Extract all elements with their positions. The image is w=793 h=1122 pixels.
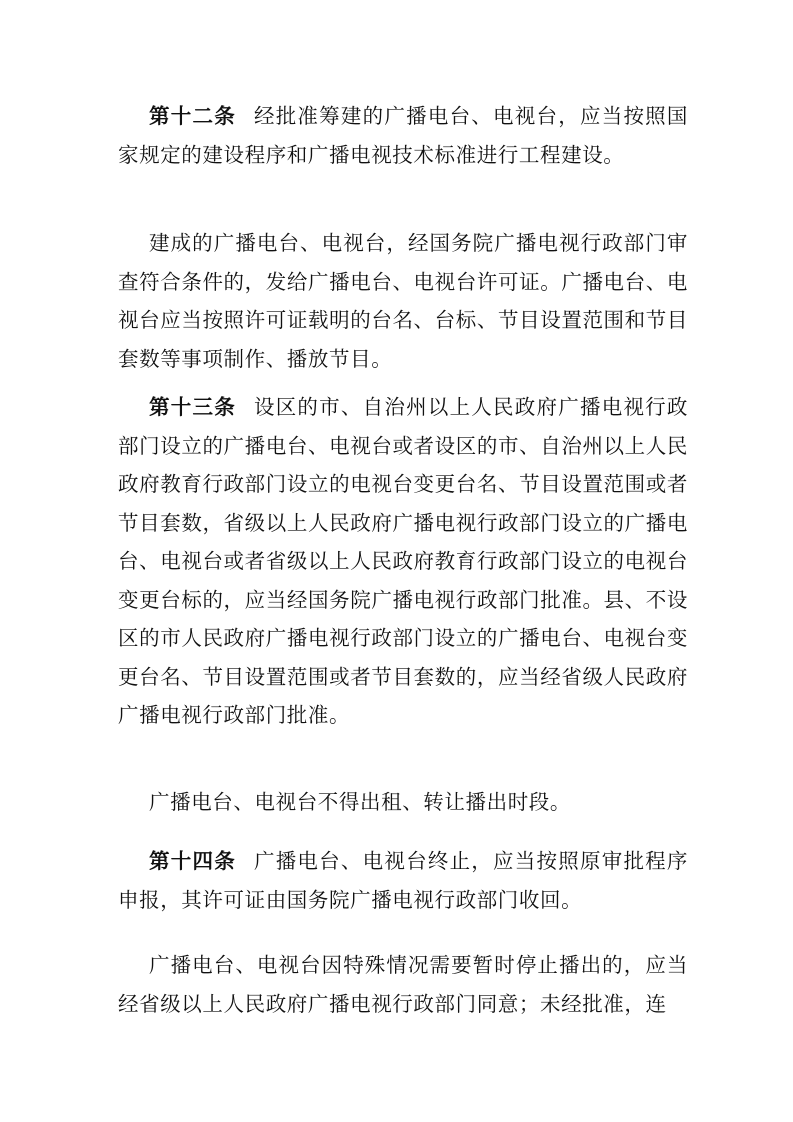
article-number: 第十四条 xyxy=(149,849,236,873)
paragraph-text: 广播电台、电视台终止，应当按照原审批程序申报，其许可证由国务院广播电视行政部门收回。 xyxy=(118,849,689,912)
paragraph-text: 建成的广播电台、电视台，经国务院广播电视行政部门审查符合条件的，发给广播电台、电视台许可证。广播电台、电视台应当按照许可证载明的台名、台标、节目设置范围和节目套数等事项制作、播放节目。 xyxy=(118,231,688,371)
paragraph-article-13 xyxy=(118,388,688,735)
paragraph-text: 广播电台、电视台因特殊情况需要暂时停止播出的，应当经省级以上人民政府广播电视行政部门同意；未经批准，连 xyxy=(118,953,688,1016)
paragraph-article-12-clause-2 xyxy=(118,224,688,378)
paragraph-text: 设区的市、自治州以上人民政府广播电视行政部门设立的广播电台、电视台或者设区的市、自治州以上人民政府教育行政部门设立的电视台变更台名、节目设置范围或者节目套数，省级以上人民政府广播电视行政部门设立的广播电台、电视台或者省级以上人民政府教育行政部门设立的电视台变更台标的，应当经国务院广播电视行政部门批准。县、不设区的市人民政府广播电视行政部门设立的广播电台、电视台变更台名、节目设置范围或者节目套数的，应当经省级人民政府广播电视行政部门批准。 xyxy=(118,395,689,727)
paragraph-text: 经批准筹建的广播电台、电视台，应当按照国家规定的建设程序和广播电视技术标准进行工程建设。 xyxy=(118,104,689,167)
paragraph-article-14 xyxy=(118,842,688,919)
paragraph-article-14-clause-2 xyxy=(118,946,688,1023)
article-number: 第十二条 xyxy=(149,104,236,128)
paragraph-text: 广播电台、电视台不得出租、转让播出时段。 xyxy=(149,790,571,814)
article-number: 第十三条 xyxy=(149,395,236,419)
paragraph-article-12 xyxy=(118,97,688,174)
paragraph-article-13-clause-2 xyxy=(118,783,688,822)
